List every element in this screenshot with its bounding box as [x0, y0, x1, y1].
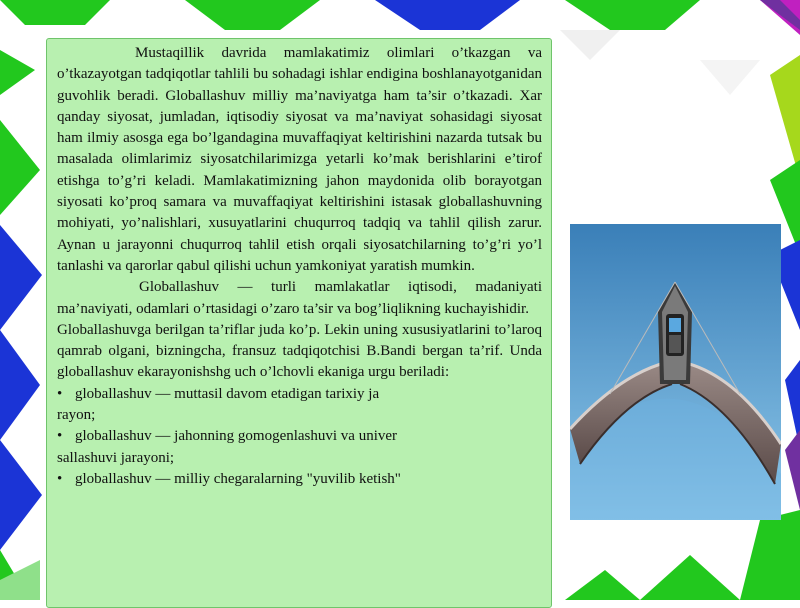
- bullet-continuation: rayon;: [57, 407, 96, 424]
- bullet-symbol: •: [57, 428, 63, 445]
- bridge-with-phone-icon: [570, 224, 781, 520]
- bullet-text: globallashuv — jahonning gomogenlashuvi va univer: [75, 428, 398, 445]
- bullet-symbol: •: [57, 385, 63, 402]
- paragraph-2: Globallashuv — turli mamlakatlar iqtisodi, madaniyati ma’naviyati, odamlari o’rtasidagi o’zaro ta’sir va bog’liqlikning kuchayishidir.: [57, 279, 542, 317]
- bullet-symbol: •: [57, 470, 63, 487]
- paragraph-3: Globallashuvga berilgan ta’riflar juda ko’p. Lekin uning xususiyatlarini to’laroq qamrab olgani, bizningcha, fransuz tadqiqotchisi B.Bandi bergan ta’rif. Unda globallashuv ekarayonishshg uch o’lchovli ekaniga urgu beriladi:: [57, 321, 542, 381]
- bullet-item: [57, 384, 542, 427]
- bullet-continuation: sallashuvi jarayoni;: [57, 449, 175, 466]
- bullet-item: [57, 469, 542, 490]
- bullet-text: globallashuv — muttasil davom etadigan tarixiy ja: [75, 385, 380, 402]
- bullet-text: globallashuv — milliy chegaralarning "yuvilib ketish": [75, 470, 401, 487]
- paragraph-1: Mustaqillik davrida mamlakatimiz olimlari o’tkazgan va o’tkazayotgan tadqiqotlar tahlili bu sohadagi ishlar endigina boshlanayotganidan guvohlik beradi. Globallashuv milliy ma’naviyatga ham ta’sir o’tkazadi. Xar qanday siyosat, jumladan, iqtisodiy siyosat va ma’naviyat sohasidagi siyosat ham ilmiy asosga ega bo’lgandagina muvaffaqiyat keltirishini nazarda tutsak bu masalada olimlarimiz siyosatchilarimizga yetarli ko’mak berishlarini e’tirof etishga to’g’ri keladi. Mamlakatimizning jahon maydonida olib borayotgan siyosati ko’proq samara va muvaffaqiyat keltirishini istasak globallashuvning mohiyati, yo’nalishlari, xusuyatlarini chuqurroq tadqiq va tahlil qilish zarur. Aynan u jarayonni chuqurroq tahlil etish orqali siyosatchilarning to’g’ri yo’l tanlashi va qarorlar qabul qilishi uchun yamkoniyat yaratish mumkin.: [57, 45, 542, 274]
- text-panel: [46, 38, 552, 608]
- bullet-item: [57, 426, 542, 469]
